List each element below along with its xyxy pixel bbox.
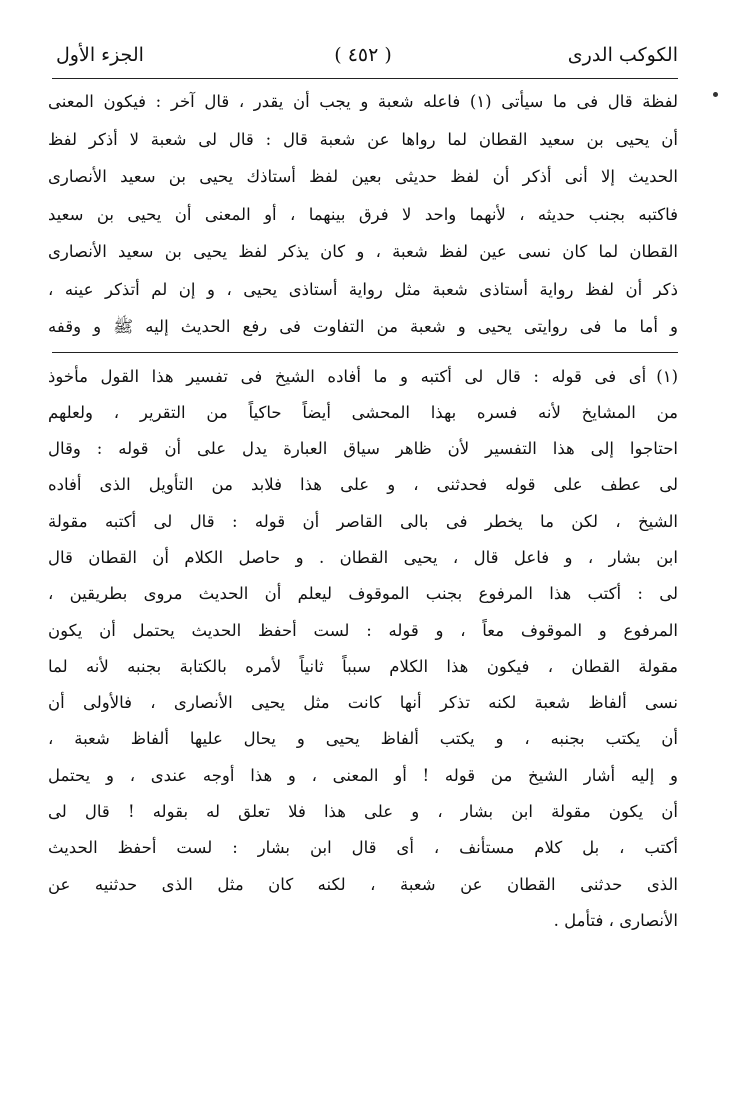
document-page <box>48 40 678 939</box>
footnote-line: الذى حدثنى القطان عن شعبة ، لكنه كان مثل الذى حدثنيه عن <box>48 874 678 894</box>
footnote-line: لى : أكتب هذا المرفوع بجنب الموقوف ليعلم أن الحديث مروى بطريقين ، <box>48 584 678 604</box>
margin-ink-mark <box>713 92 718 97</box>
volume-label: الجزء الأول <box>56 44 144 66</box>
footnote-line: أكتب ، بل كلام مستأنف ، أى قال ابن بشار : لست أحفظ الحديث <box>48 838 678 858</box>
running-header <box>48 40 678 76</box>
footnote-line: نسى ألفاظ شعبة لكنه تذكر أنها كانت مثل يحيى الأنصارى ، فالأولى أن <box>48 693 678 713</box>
footnote-line: ابن بشار ، و فاعل قال ، يحيى القطان . و حاصل الكلام أن القطان قال <box>48 547 678 567</box>
main-text-line: القطان لما كان نسى عين لفظ شعبة ، و كان يذكر لفظ يحيى بن سعيد الأنصارى <box>48 242 678 261</box>
main-text-line: فاكتبه بجنب حديثه ، لأنهما واحد لا فرق بينهما ، أو المعنى أن يحيى بن سعيد <box>48 204 678 224</box>
footnote-line: لى عطف على قوله فحدثنى ، و على هذا فلابد من التأويل الذى أفاده <box>48 475 678 495</box>
footnote-line: أن يكتب بجنبه ، و يكتب ألفاظ يحيى و يحال عليها ألفاظ شعبة ، <box>48 729 678 749</box>
footnote-line-text: أى فى قوله : قال لى أكتبه و ما أفاده الشيخ فى تفسير هذا القول مأخوذ <box>48 366 647 386</box>
footnote-line: أن يكون مقولة ابن بشار ، و على هذا فلا تعلق له بقوله ! قال لى <box>48 802 678 822</box>
footnote-line: المرفوع و الموقوف معاً ، و قوله : لست أحفظ الحديث يحتمل أن يكون <box>48 620 678 640</box>
page-number: ( ٤٥٢ ) <box>334 44 392 66</box>
main-text-line: لفظة قال فى ما سيأتى (١) فاعله شعبة و يجب أن يقدر ، قال آخر : فيكون المعنى <box>48 92 678 111</box>
footnote-line: الأنصارى ، فتأمل . <box>553 910 678 930</box>
footnote-line: و إليه أشار الشيخ من قوله ! أو المعنى ، و هذا أوجه عندى ، و يحتمل <box>48 765 678 785</box>
footnote <box>48 353 678 940</box>
main-text-line: الحديث إلا أنى أذكر أن لفظ حديثى بعين لفظ أستاذك يحيى بن سعيد الأنصارى <box>48 167 678 186</box>
book-title: الكوكب الدرى <box>567 44 678 66</box>
footnote-line: من المشايخ لأنه فسره بهذا المحشى أيضاً حاكياً من التقرير ، ولعلهم <box>48 402 678 422</box>
footnote-line: احتاجوا إلى هذا التفسير لأن ظاهر سياق العبارة يدل على أن قوله : وقال <box>48 439 678 459</box>
main-text-line: ذكر أن لفظ رواية أستاذى شعبة مثل رواية أستاذى يحيى ، و إن لم أتذكر عينه ، <box>48 279 678 299</box>
footnote-line <box>48 359 678 395</box>
main-text <box>48 79 678 352</box>
footnote-line: مقولة القطان ، فيكون هذا الكلام سبباً ثانياً لأمره بالكتابة بجنبه لأنه لما <box>48 656 678 676</box>
footnote-marker: (١) <box>656 366 678 386</box>
footnote-line: الشيخ ، لكن ما يخطر فى بالى القاصر أن قوله : قال لى أكتبه مقولة <box>48 511 678 531</box>
main-text-line: أن يحيى بن سعيد القطان لما رواها عن شعبة قال : قال لى شعبة لا أذكر لفظ <box>48 129 678 149</box>
main-text-line: و أما ما فى روايتى يحيى و شعبة من التفاوت فى رفع الحديث إليه ﷺ و وقفه <box>48 317 678 336</box>
